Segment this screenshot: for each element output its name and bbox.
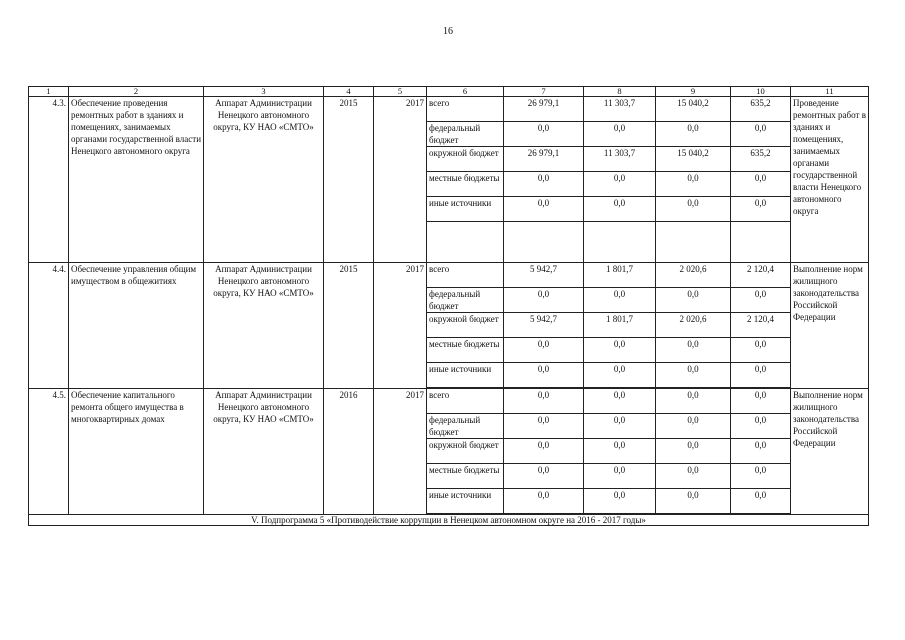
column-number: 9: [656, 87, 731, 97]
funding-source: всего: [427, 263, 504, 288]
item-number: 4.4.: [29, 263, 69, 389]
column-number: 8: [584, 87, 656, 97]
funding-source: иные источники: [427, 489, 504, 514]
funding-value: 5 942,7: [504, 313, 584, 338]
item-number: 4.3.: [29, 97, 69, 263]
funding-value: 0,0: [584, 439, 656, 464]
funding-value: 0,0: [656, 122, 731, 147]
funding-value: 26 979,1: [504, 147, 584, 172]
column-number: 11: [791, 87, 869, 97]
column-number-row: [29, 87, 869, 97]
funding-source: иные источники: [427, 363, 504, 388]
funding-value: 0,0: [504, 288, 584, 313]
funding-value: 635,2: [731, 97, 791, 122]
funding-value: 0,0: [504, 197, 584, 222]
column-number: 10: [731, 87, 791, 97]
funding-value: 0,0: [656, 338, 731, 363]
funding-value: 5 942,7: [504, 263, 584, 288]
funding-value: 11 303,7: [584, 147, 656, 172]
funding-value: 0,0: [584, 363, 656, 388]
funding-value: 635,2: [731, 147, 791, 172]
funding-value: 0,0: [584, 288, 656, 313]
funding-source: местные бюджеты: [427, 172, 504, 197]
funding-value: 0,0: [656, 464, 731, 489]
funding-value: 0,0: [584, 489, 656, 514]
empty-cell: [427, 222, 504, 263]
empty-cell: [731, 222, 791, 263]
column-number: 5: [374, 87, 427, 97]
empty-cell: [504, 222, 584, 263]
funding-value: 1 801,7: [584, 313, 656, 338]
item-result: Выполнение норм жилищного законодательства Российской Федерации: [791, 389, 869, 515]
item-start-year: 2015: [324, 97, 374, 263]
funding-value: 0,0: [584, 389, 656, 414]
funding-value: 0,0: [504, 414, 584, 439]
funding-source: федеральный бюджет: [427, 288, 504, 313]
funding-value: 0,0: [504, 439, 584, 464]
item-end-year: 2017: [374, 263, 427, 389]
item-result: Выполнение норм жилищного законодательства Российской Федерации: [791, 263, 869, 389]
funding-value: 1 801,7: [584, 263, 656, 288]
funding-value: 11 303,7: [584, 97, 656, 122]
funding-source: всего: [427, 97, 504, 122]
item-executor: Аппарат Администрации Ненецкого автономного округа, КУ НАО «СМТО»: [204, 263, 324, 389]
funding-value: 0,0: [656, 197, 731, 222]
funding-value: 0,0: [731, 197, 791, 222]
item-start-year: 2015: [324, 263, 374, 389]
funding-source: окружной бюджет: [427, 313, 504, 338]
funding-value: 0,0: [584, 122, 656, 147]
table-row: [29, 389, 869, 414]
funding-value: 2 020,6: [656, 263, 731, 288]
funding-value: 0,0: [584, 338, 656, 363]
funding-value: 0,0: [656, 439, 731, 464]
funding-source: местные бюджеты: [427, 464, 504, 489]
funding-value: 0,0: [731, 122, 791, 147]
funding-value: 26 979,1: [504, 97, 584, 122]
funding-value: 0,0: [504, 464, 584, 489]
table-row: [29, 97, 869, 122]
column-number: 4: [324, 87, 374, 97]
funding-value: 0,0: [584, 464, 656, 489]
funding-value: 0,0: [731, 464, 791, 489]
funding-source: окружной бюджет: [427, 147, 504, 172]
subprogram-heading: V. Подпрограмма 5 «Противодействие коррупции в Ненецком автономном округе на 2016 - 2017 годы»: [29, 515, 869, 526]
funding-value: 0,0: [504, 338, 584, 363]
item-number: 4.5.: [29, 389, 69, 515]
funding-source: местные бюджеты: [427, 338, 504, 363]
funding-value: 0,0: [656, 288, 731, 313]
funding-value: 0,0: [731, 172, 791, 197]
column-number: 1: [29, 87, 69, 97]
funding-value: 0,0: [504, 389, 584, 414]
funding-value: 0,0: [584, 197, 656, 222]
funding-value: 0,0: [504, 172, 584, 197]
item-executor: Аппарат Администрации Ненецкого автономного округа, КУ НАО «СМТО»: [204, 389, 324, 515]
funding-value: 0,0: [656, 363, 731, 388]
funding-source: федеральный бюджет: [427, 414, 504, 439]
funding-value: 0,0: [731, 439, 791, 464]
table-row: [29, 263, 869, 288]
funding-value: 0,0: [731, 489, 791, 514]
column-number: 6: [427, 87, 504, 97]
funding-value: 0,0: [504, 489, 584, 514]
funding-value: 0,0: [584, 414, 656, 439]
item-result: Проведение ремонтных работ в зданиях и помещениях, занимаемых органами государственной власти Ненецкого автономного округа: [791, 97, 869, 263]
funding-value: 0,0: [584, 172, 656, 197]
funding-value: 0,0: [731, 288, 791, 313]
funding-value: 0,0: [731, 338, 791, 363]
item-executor: Аппарат Администрации Ненецкого автономного округа, КУ НАО «СМТО»: [204, 97, 324, 263]
funding-value: 0,0: [731, 414, 791, 439]
funding-value: 0,0: [504, 122, 584, 147]
item-end-year: 2017: [374, 389, 427, 515]
subprogram-heading-row: [29, 515, 869, 526]
empty-cell: [584, 222, 656, 263]
funding-value: 2 120,4: [731, 263, 791, 288]
item-end-year: 2017: [374, 97, 427, 263]
funding-value: 2 120,4: [731, 313, 791, 338]
column-number: 3: [204, 87, 324, 97]
funding-value: 2 020,6: [656, 313, 731, 338]
funding-value: 0,0: [656, 172, 731, 197]
item-name: Обеспечение управления общим имуществом в общежитиях: [69, 263, 204, 389]
empty-cell: [656, 222, 731, 263]
page-number: 16: [443, 26, 453, 37]
item-name: Обеспечение проведения ремонтных работ в зданиях и помещениях, занимаемых органами государственной власти Ненецкого автономного округа: [69, 97, 204, 263]
funding-value: 0,0: [656, 414, 731, 439]
funding-value: 0,0: [656, 489, 731, 514]
program-table: [28, 86, 869, 526]
funding-source: всего: [427, 389, 504, 414]
funding-value: 0,0: [656, 389, 731, 414]
funding-value: 15 040,2: [656, 147, 731, 172]
funding-value: 0,0: [731, 363, 791, 388]
item-start-year: 2016: [324, 389, 374, 515]
item-name: Обеспечение капитального ремонта общего имущества в многоквартирных домах: [69, 389, 204, 515]
column-number: 7: [504, 87, 584, 97]
funding-value: 0,0: [731, 389, 791, 414]
funding-source: окружной бюджет: [427, 439, 504, 464]
funding-source: федеральный бюджет: [427, 122, 504, 147]
funding-value: 15 040,2: [656, 97, 731, 122]
column-number: 2: [69, 87, 204, 97]
funding-value: 0,0: [504, 363, 584, 388]
funding-source: иные источники: [427, 197, 504, 222]
